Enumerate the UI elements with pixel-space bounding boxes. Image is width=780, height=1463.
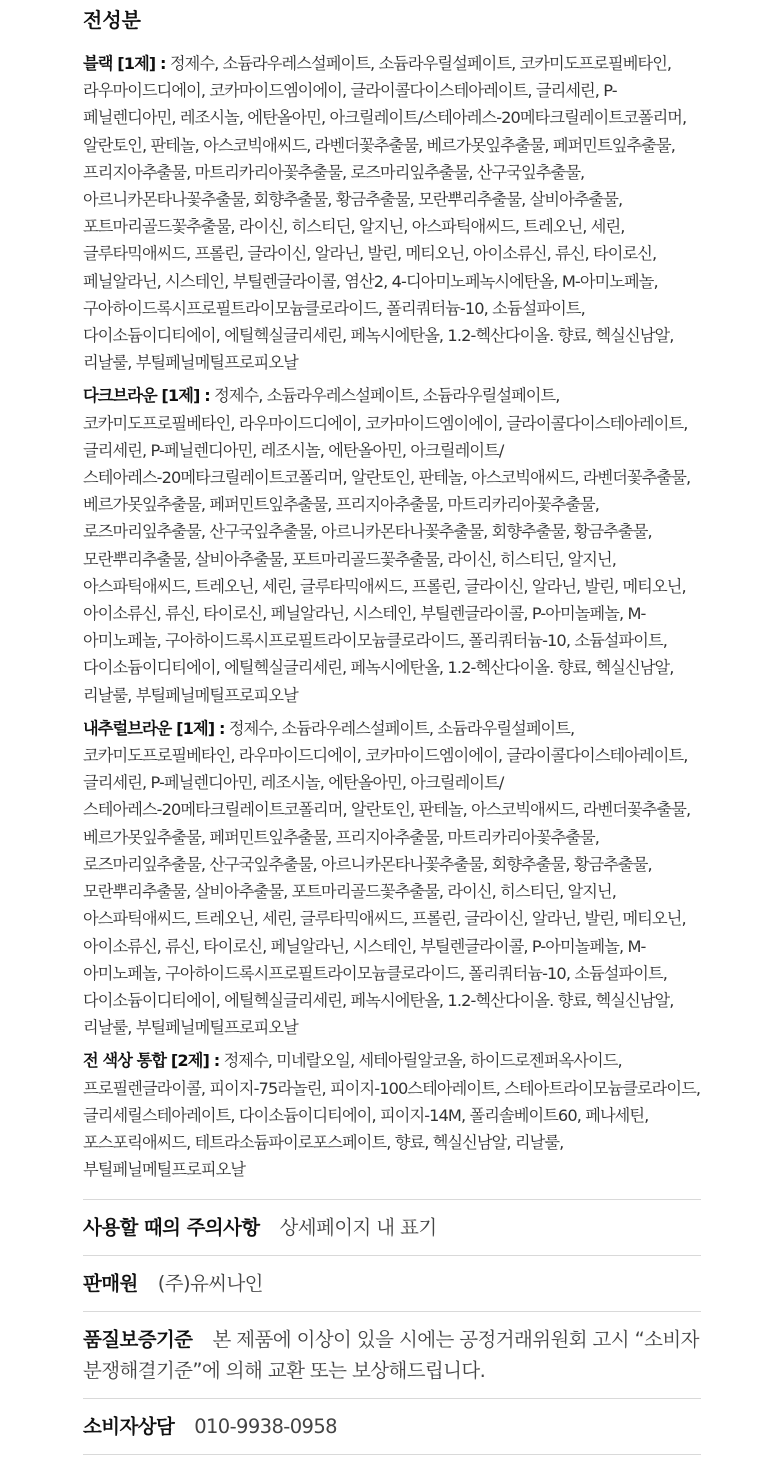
seller-label: 판매원 — [83, 1272, 138, 1296]
ingredient-text: 정제수, 소듐라우레스설페이트, 소듐라우릴설페이트, 코카미도프로필베타인, 라우마이드디에이, 코카마이드엠이에이, 글라이콜다이스테아레이트, 글리세린, P-페닐렌디아민, 레조시놀, 에탄올아민, 아크릴레이트/스테아레스-20메타크릴레이트코폴리머, 알란토인, 판테놀, 아스코빅애씨드, 라벤더꽃추출물, 베르가못잎추출물, 페퍼민트잎추출물, 프리지아추출물, 마트리카리아꽃추출물, 로즈마리잎추출물, 산구국잎추출물, 아르니카몬타나꽃추출물, 회향추출물, 황금추출물, 모란뿌리추출물, 살비아추출물, 포트마리골드꽃추출물, 라이신, 히스티딘, 알지닌, 아스파틱애씨드, 트레오닌, 세린, 글루타믹애씨드, 프롤린, 글라이신, 알라닌, 발린, 메티오닌, 아이소류신, 류신, 타이로신, 페닐알라닌, 시스테인, 부틸렌글라이콜, P-아미놀페놀, M-아미노페놀, 구아하이드록시프로필트라이모늄클로라이드, 폴리쿼터늄-10, 소듐설파이트, 다이소듐이디티에이, 에틸헥실글리세린, 페녹시에탄올, 1.2-헥산다이올. 향료, 헥실신남알, 리날룰, 부틸페닐메틸프로피오날 — [83, 386, 691, 705]
ingredient-block-dark-brown — [83, 382, 701, 708]
quality-row — [83, 1311, 701, 1398]
ingredient-label: 내추럴브라운 [1제] : — [83, 718, 225, 738]
ingredient-text: 정제수, 소듐라우레스설페이트, 소듐라우릴설페이트, 코카미도프로필베타인, 라우마이드디에이, 코카마이드엠이에이, 글라이콜다이스테아레이트, 글리세린, P-페닐렌디아민, 레조시놀, 에탄올아민, 아크릴레이트/스테아레스-20메타크릴레이트코폴리머, 알란토인, 판테놀, 아스코빅애씨드, 라벤더꽃추출물, 베르가못잎추출물, 페퍼민트잎추출물, 프리지아추출물, 마트리카리아꽃추출물, 로즈마리잎추출물, 산구국잎추출물, 아르니카몬타나꽃추출물, 회향추출물, 황금추출물, 모란뿌리추출물, 살비아추출물, 포트마리골드꽃추출물, 라이신, 히스티딘, 알지닌, 아스파틱애씨드, 트레오닌, 세린, 글루타믹애씨드, 프롤린, 글라이신, 알라닌, 발린, 메티오닌, 아이소류신, 류신, 타이로신, 페닐알라닌, 시스테인, 부틸렌글라이콜, P-아미놀페놀, M-아미노페놀, 구아하이드록시프로필트라이모늄클로라이드, 폴리쿼터늄-10, 소듐설파이트, 다이소듐이디티에이, 에틸헥실글리세린, 페녹시에탄올, 1.2-헥산다이올. 향료, 헥실신남알, 리날룰, 부틸페닐메틸프로피오날 — [83, 718, 691, 1038]
ingredients-title: 전성분 — [83, 8, 141, 32]
quality-value: 본 제품에 이상이 있을 시에는 공정거래위원회 고시 “소비자분쟁해결기준”에 의해 교환 또는 보상해드립니다. — [83, 1328, 699, 1383]
ingredient-text: 정제수, 소듐라우레스설페이트, 소듐라우릴설페이트, 코카미도프로필베타인, 라우마이드디에이, 코카마이드엠이에이, 글라이콜다이스테아레이트, 글리세린, P-페닐렌디아민, 레조시놀, 에탄올아민, 아크릴레이트/스테아레스-20메타크릴레이트코폴리머, 알란토인, 판테놀, 아스코빅애씨드, 라벤더꽃추출물, 베르가못잎추출물, 페퍼민트잎추출물, 프리지아추출물, 마트리카리아꽃추출물, 로즈마리잎추출물, 산구국잎추출물, 아르니카몬타나꽃추출물, 회향추출물, 황금추출물, 모란뿌리추출물, 살비아추출물, 포트마리골드꽃추출물, 라이신, 히스티딘, 알지닌, 아스파틱애씨드, 트레오닌, 세린, 글루타믹애씨드, 프롤린, 글라이신, 알라닌, 발린, 메티오닌, 아이소류신, 류신, 타이로신, 페닐알라닌, 시스테인, 부틸렌글라이콜, 염산2, 4-디아미노페녹시에탄올, M-아미노페놀, 구아하이드록시프로필트라이모늄클로라이드, 폴리쿼터늄-10, 소듐설파이트, 다이소듐이디티에이, 에틸헥실글리세린, 페녹시에탄올, 1.2-헥산다이올. 향료, 헥실신남알, 리날룰, 부틸페닐메틸프로피오날 — [83, 54, 687, 373]
contact-label: 소비자상담 — [83, 1415, 175, 1439]
product-info-panel — [83, 0, 701, 1455]
seller-row — [83, 1255, 701, 1311]
seller-value: (주)유씨나인 — [157, 1272, 263, 1296]
ingredient-label: 다크브라운 [1제] : — [83, 386, 210, 406]
ingredient-block-all-colors — [83, 1047, 701, 1183]
contact-value: 010-9938-0958 — [194, 1415, 337, 1439]
ingredient-block-natural-brown — [83, 715, 701, 1041]
caution-row — [83, 1199, 701, 1255]
contact-row — [83, 1398, 701, 1455]
caution-value: 상세페이지 내 표기 — [279, 1216, 437, 1240]
caution-label: 사용할 때의 주의사항 — [83, 1216, 260, 1240]
ingredient-text: 정제수, 미네랄오일, 세테아릴알코올, 하이드로젠퍼옥사이드, 프로필렌글라이콜, 피이지-75라놀린, 피이지-100스테아레이트, 스테아트라이모늄클로라이드, 글리세릴스테아레이트, 다이소듐이디티에이, 피이지-14M, 폴리솔베이트60, 페나세틴, 포스포릭애씨드, 테트라소듐파이로포스페이트, 향료, 헥실신남알, 리날룰, 부틸페닐메틸프로피오날 — [83, 1051, 701, 1180]
ingredient-label: 블랙 [1제] : — [83, 54, 166, 73]
quality-label: 품질보증기준 — [83, 1328, 193, 1352]
ingredient-block-black — [83, 50, 701, 376]
ingredient-label: 전 색상 통합 [2제] : — [83, 1051, 220, 1071]
